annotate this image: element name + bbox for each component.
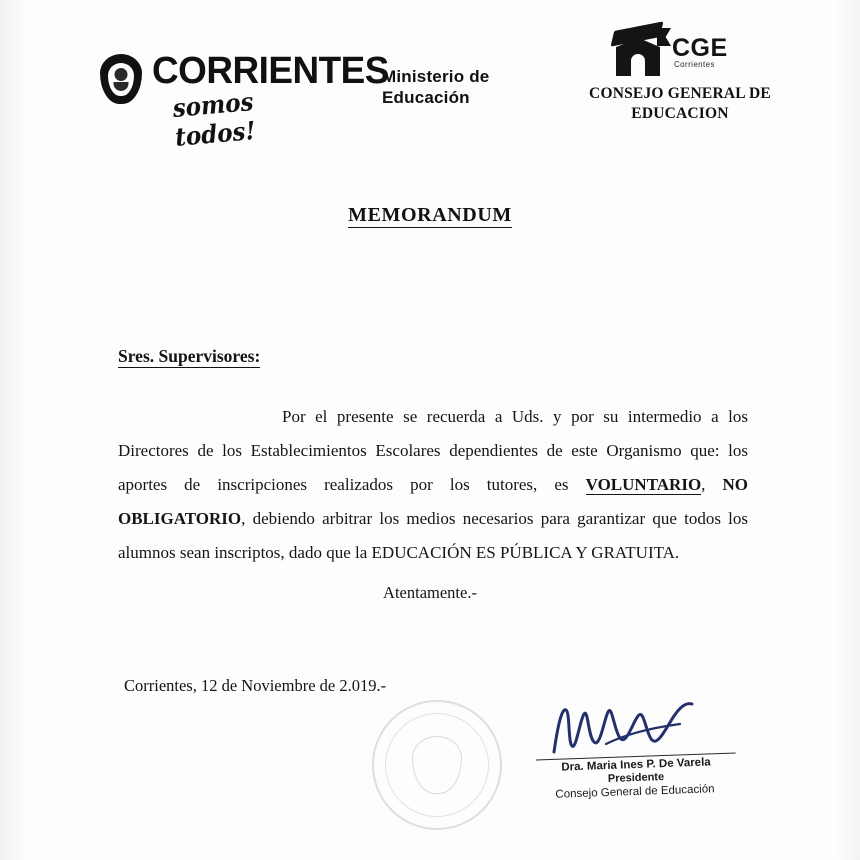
paragraph-part-2: , — [701, 475, 723, 494]
paragraph-part-1: Por el presente se recuerda a Uds. y por su intermedio a los Directores de los Establecimientos Escolares dependientes de este Organismo que: los aportes de inscripciones realizados por los tutores, es — [118, 407, 748, 494]
cge-name-line-2: EDUCACION — [631, 105, 729, 123]
corrientes-logo — [100, 48, 389, 152]
corrientes-shield-icon — [100, 54, 142, 104]
body-paragraph — [118, 400, 748, 570]
document-title-text: MEMORANDUM — [348, 204, 512, 226]
cge-logo — [570, 22, 790, 132]
paragraph-part-3: , debiendo arbitrar los medios necesarios para garantizar que todos los alumnos sean inscriptos, dado que la EDUCACIÓN ES PÚBLICA Y GRATUITA. — [118, 509, 748, 562]
official-seal-icon — [372, 700, 502, 830]
cge-name-line-1: CONSEJO GENERAL DE — [589, 85, 771, 102]
emphasis-voluntario: VOLUNTARIO — [585, 475, 702, 494]
cge-door-shape — [631, 54, 645, 76]
place-and-date: Corrientes, 12 de Noviembre de 2.019.- — [124, 676, 387, 695]
seal-inner-emblem — [412, 736, 462, 794]
ministry-line-2: Educación — [382, 88, 470, 108]
corrientes-slogan: somos todos! — [171, 87, 257, 152]
signer-organization: Consejo General de Educación — [555, 783, 715, 801]
signer-name: Dra. Maria Ines P. De Varela — [536, 753, 736, 775]
cge-flag-shape — [657, 28, 671, 46]
corrientes-wordmark: CORRIENTES — [152, 50, 389, 92]
cge-full-name — [570, 84, 790, 124]
letterhead — [0, 14, 860, 152]
closing-line: Atentamente.- — [383, 583, 477, 602]
cge-acronym-subtitle: Corrientes — [674, 60, 715, 69]
ministry-line-1: Ministerio de — [382, 67, 490, 86]
signer-role: Presidente — [607, 771, 665, 785]
document-title — [0, 204, 860, 227]
addressee-line — [118, 346, 260, 367]
ministry-title — [382, 66, 489, 109]
cge-house-icon — [610, 22, 728, 78]
emphasis-no-obligatorio: NO OBLIGATORIO — [118, 475, 749, 528]
shield-inner-emblem — [108, 63, 134, 96]
addressee-text: Sres. Supervisores: — [118, 346, 261, 366]
cge-acronym: CGE — [672, 34, 728, 62]
